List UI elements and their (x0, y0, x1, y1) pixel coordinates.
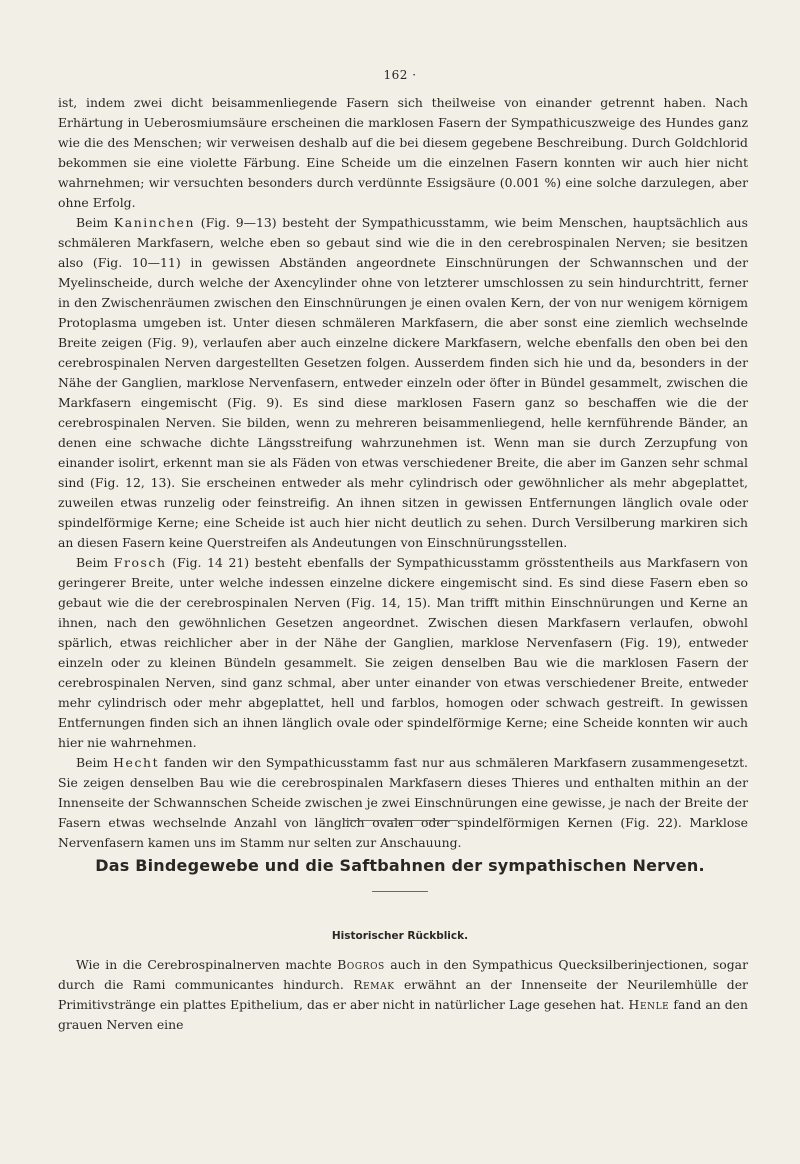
animal-name: Hecht (113, 755, 160, 770)
text-run: auch in den Sympathicus Quecksilberinjectionen, sogar durch die Rami communicantes hindurch. (58, 957, 748, 992)
section-divider (343, 820, 458, 821)
paragraph (58, 213, 748, 553)
paragraph (58, 955, 748, 1035)
author-name: Henle (628, 997, 670, 1012)
section-title: Das Bindegewebe und die Saftbahnen der sympathischen Nerven. (95, 856, 705, 875)
animal-name: Kaninchen (113, 215, 196, 230)
page-number: 162 · (383, 68, 417, 82)
text-run: ist, indem zwei dicht beisammenliegende Fasern sich theilweise von einander getrennt haben. Nach Erhärtung in Ueberosmiumsäure erscheinen die marklosen Fasern der Sympathicuszweige des Hundes ganz wie die des Menschen; wir verweisen deshalb auf die bei diesem gegebene Beschreibung. Durch Goldchlorid bekommen sie eine violette Färbung. Eine Scheide um die einzelnen Fasern konnten wir auch hier nicht wahrnehmen; wir versuchten besonders durch verdünnte Essigsäure (0.001 %) eine solche darzulegen, aber ohne Erfolg. (58, 95, 748, 210)
paragraph (58, 753, 748, 853)
text-run: Beim (76, 555, 114, 570)
subsection-title: Historischer Rückblick. (331, 930, 469, 942)
text-run: Beim (76, 215, 114, 230)
text-run: (Fig. 14 21) besteht ebenfalls der Sympathicusstamm grösstentheils aus Markfasern von geringerer Breite, unter welche indessen einzelne dickere eingemischt sind. Es sind diese Fasern eben so gebaut wie die der cerebrospinalen Nerven (Fig. 14, 15). Man trifft mithin Einschnürungen und Kerne an ihnen, nach den gewöhnlichen Gesetzen angeordnet. Zwischen diesen Markfasern verlaufen, obwohl spärlich, etwas reichlicher aber in der Nähe der Ganglien, marklose Nervenfasern (Fig. 19), entweder einzeln oder zu kleinen Bündeln gesammelt. Sie zeigen denselben Bau wie die marklosen Fasern der cerebrospinalen Nerven, sind ganz schmal, aber unter einander von etwas verschiedener Breite, entweder mehr cylindrisch oder mehr abgeplattet, hell und farblos, homogen oder schwach gestreift. In gewissen Entfernungen finden sich an ihnen länglich ovale oder spindelförmige Kerne; eine Scheide konnten wir auch hier nie wahrnehmen. (58, 555, 748, 750)
body-text (58, 93, 748, 853)
animal-name: Frosch (113, 555, 167, 570)
text-run: (Fig. 9—13) besteht der Sympathicusstamm, wie beim Menschen, hauptsächlich aus schmäleren Markfasern, welche eben so gebaut sind wie die in den cerebrospinalen Nerven; sie besitzen also (Fig. 10—11) in gewissen Abständen angeordnete Einschnürungen der Schwannschen und der Myelinscheide, durch welche der Axencylinder ohne von letzterer umschlossen zu sein hindurchtritt, ferner in den Zwischenräumen zwischen den Einschnürungen je einen ovalen Kern, der von nur wenigem körnigem Protoplasma umgeben ist. Unter diesen schmäleren Markfasern, die aber sonst eine ziemlich wechselnde Breite zeigen (Fig. 9), verlaufen aber auch einzelne dickere Markfasern, welche ebenfalls den oben bei den cerebrospinalen Nerven dargestellten Gesetzen folgen. Ausserdem finden sich hie und da, besonders in der Nähe der Ganglien, marklose Nervenfasern, entweder einzeln oder öfter in Bündel gesammelt, zwischen die Markfasern eingemischt (Fig. 9). Es sind diese marklosen Fasern ganz so beschaffen wie die der cerebrospinalen Nerven. Sie bilden, wenn zu mehreren beisammenliegend, helle kernführende Bänder, an denen eine schwache dichte Längsstreifung wahrzunehmen ist. Wenn man sie durch Zerzupfung von einander isolirt, erkennt man sie als Fäden von etwas verschiedener Breite, die aber im Ganzen sehr schmal sind (Fig. 12, 13). Sie erscheinen entweder als mehr cylindrisch oder gewöhnlicher als mehr abgeplattet, zuweilen etwas runzelig oder feinstreifig. An ihnen sitzen in gewissen Entfernungen länglich ovale oder spindelförmige Kerne; eine Scheide ist auch hier nicht deutlich zu sehen. Durch Versilberung markiren sich an diesen Fasern keine Querstreifen als Andeutungen von Einschnürungsstellen. (58, 215, 748, 550)
paragraph (58, 553, 748, 753)
author-name: Remak (353, 977, 395, 992)
text-run: Wie in die Cerebrospinalnerven machte (76, 957, 338, 972)
paragraph (58, 93, 748, 213)
history-text (58, 955, 748, 1035)
text-run: fand an den grauen Nerven eine (58, 997, 748, 1032)
text-run: Beim (76, 755, 114, 770)
text-run: erwähnt an der Innenseite der Neurilemhülle der Primitivstränge ein plattes Epithelium, das er aber nicht in natürlicher Lage gesehen hat. (58, 977, 748, 1012)
title-divider (372, 891, 428, 892)
text-run: fanden wir den Sympathicusstamm fast nur aus schmäleren Markfasern zusammengesetzt. Sie zeigen denselben Bau wie die cerebrospinalen Markfasern dieses Thieres und enthalten mithin an der Innenseite der Schwannschen Scheide zwischen je zwei Einschnürungen eine gewisse, je nach der Breite der Fasern etwas wechselnde Anzahl von länglich ovalen oder spindelförmigen Kernen (Fig. 22). Marklose Nervenfasern kamen uns im Stamm nur selten zur Anschauung. (58, 755, 748, 850)
author-name: Bogros (337, 957, 385, 972)
